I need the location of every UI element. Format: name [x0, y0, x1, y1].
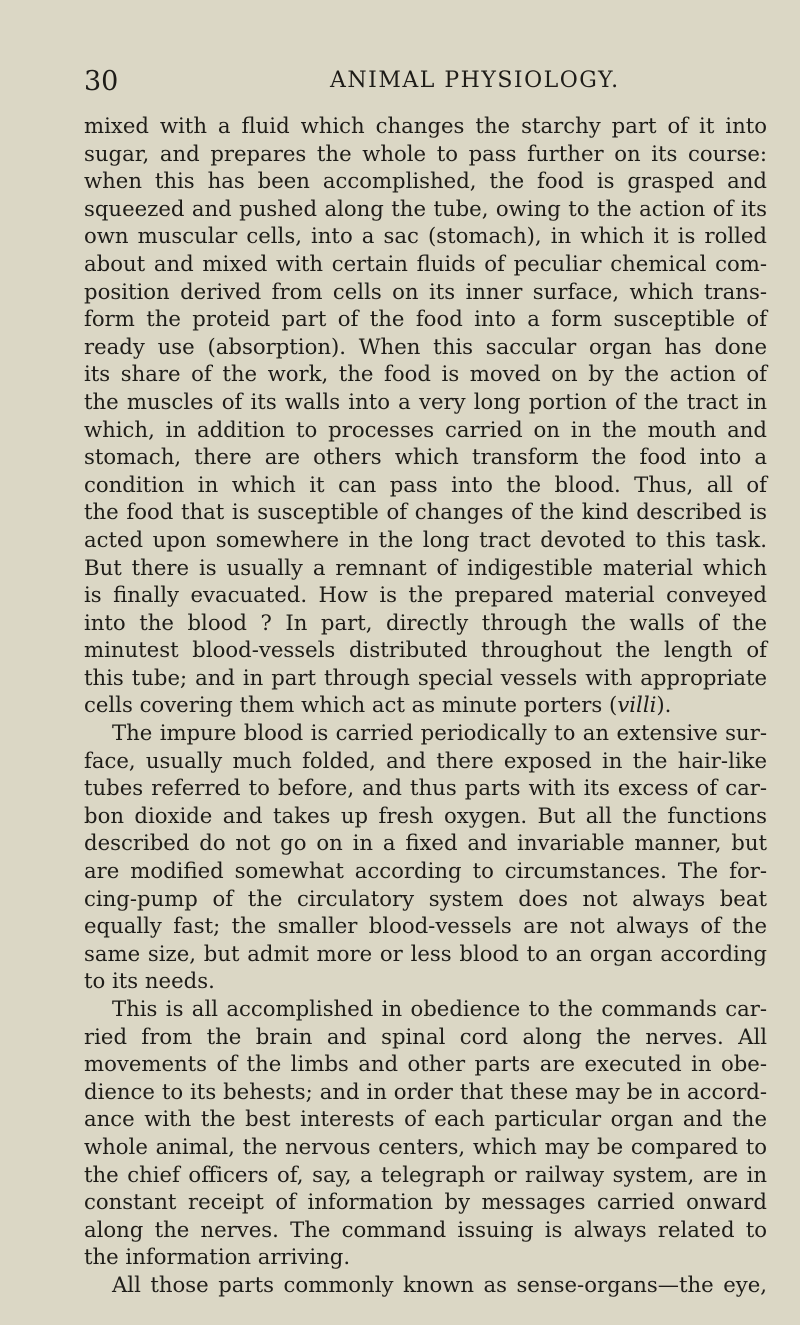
- text-line: The impure blood is carried periodically to an extensive sur-: [112, 720, 767, 746]
- text-line: This is all accomplished in obedience to the commands car-: [112, 996, 767, 1021]
- text-line: stomach, there are others which transform the food into a: [84, 444, 767, 470]
- text-line: form the proteid part of the food into a form susceptible of: [84, 306, 767, 332]
- body-text: [84, 112, 767, 1299]
- text-line: All those parts commonly known as sense-organs—the eye,: [112, 1271, 767, 1297]
- text-line: constant receipt of information by messages carried onward: [84, 1189, 767, 1215]
- text-line: when this has been accomplished, the food is grasped and: [84, 168, 767, 194]
- text-line: face, usually much folded, and there exposed in the hair-like: [84, 747, 767, 773]
- text-line: cing-pump of the circulatory system does not always beat: [84, 885, 767, 911]
- text-line: mixed with a fluid which changes the starchy part of it into: [84, 113, 767, 138]
- text-line: whole animal, the nervous centers, which may be compared to: [84, 1133, 767, 1159]
- text-line: its share of the work, the food is moved on by the action of: [84, 361, 767, 387]
- text-line: ready use (absorption). When this saccular organ has done: [84, 333, 767, 359]
- page-header: [84, 66, 784, 102]
- text-line: bon dioxide and takes up fresh oxygen. But all the functions: [84, 802, 767, 828]
- text-line: are modified somewhat according to circumstances. The for-: [84, 858, 767, 884]
- text-line: to its needs.: [84, 968, 215, 994]
- text-line: own muscular cells, into a sac (stomach), in which it is rolled: [84, 223, 767, 249]
- text-line: ried from the brain and spinal cord along the nerves. All: [84, 1023, 767, 1049]
- running-head: ANIMAL PHYSIOLOGY.: [330, 68, 620, 93]
- text-line: acted upon somewhere in the long tract devoted to this task.: [84, 526, 767, 552]
- text-line: which, in addition to processes carried on in the mouth and: [84, 416, 767, 442]
- text-line: about and mixed with certain fluids of peculiar chemical com-: [84, 250, 767, 276]
- text-line: same size, but admit more or less blood to an organ according: [84, 940, 767, 966]
- italic-term: villi: [617, 692, 657, 718]
- text-line: But there is usually a remnant of indigestible material which: [84, 554, 767, 580]
- text-line: minutest blood-vessels distributed throughout the length of: [84, 637, 767, 663]
- text-line: the information arriving.: [84, 1244, 351, 1270]
- text-line: squeezed and pushed along the tube, owing to the action of its: [84, 195, 767, 221]
- text-line: cells covering them which act as minute porters (villi).: [84, 692, 672, 718]
- text-line: the muscles of its walls into a very long portion of the tract in: [84, 388, 767, 414]
- text-line: ance with the best interests of each particular organ and the: [84, 1106, 767, 1132]
- text-line: sugar, and prepares the whole to pass further on its course:: [84, 140, 767, 166]
- page-number: 30: [84, 66, 119, 97]
- text-line: equally fast; the smaller blood-vessels are not always of the: [84, 913, 767, 939]
- text-line: the food that is susceptible of changes of the kind described is: [84, 499, 767, 525]
- text-line: movements of the limbs and other parts are executed in obe-: [84, 1051, 767, 1077]
- text-line: condition in which it can pass into the blood. Thus, all of: [84, 471, 767, 497]
- text-line: position derived from cells on its inner surface, which trans-: [84, 278, 767, 304]
- text-line: tubes referred to before, and thus parts with its excess of car-: [84, 775, 767, 801]
- text-line: described do not go on in a fixed and invariable manner, but: [84, 830, 767, 856]
- text-line: dience to its behests; and in order that these may be in accord-: [84, 1078, 767, 1104]
- text-line: into the blood ? In part, directly through the walls of the: [84, 609, 767, 635]
- text-line: is finally evacuated. How is the prepared material conveyed: [84, 582, 767, 608]
- text-line: along the nerves. The command issuing is always related to: [84, 1216, 767, 1242]
- text-line: this tube; and in part through special vessels with appropriate: [84, 664, 767, 690]
- text-line: the chief officers of, say, a telegraph or railway system, are in: [84, 1161, 767, 1187]
